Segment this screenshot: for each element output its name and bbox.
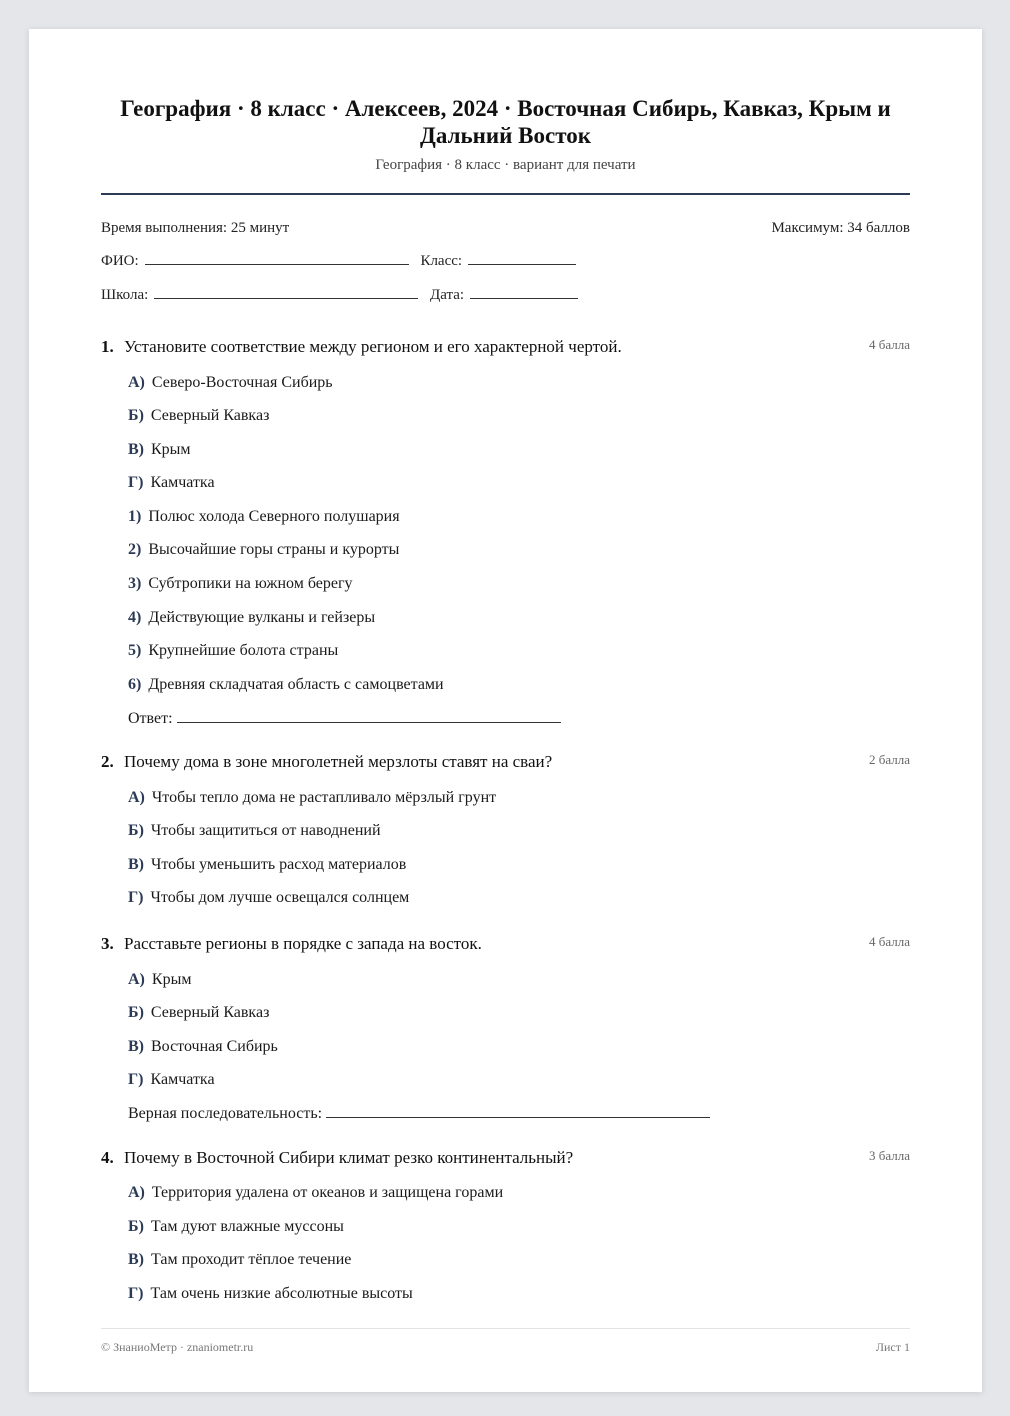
option-text: Северо-Восточная Сибирь [151, 374, 333, 391]
list-item [128, 474, 215, 492]
school-field[interactable] [154, 297, 418, 299]
option-key: В) [128, 856, 144, 873]
meta-row [101, 220, 910, 237]
page-title: География · 8 класс · Алексеев, 2024 · Восточная Сибирь, Кавказ, Крым и Дальний Восток [120, 96, 891, 148]
option-key: Б) [128, 822, 144, 839]
option-key: Б) [128, 1004, 144, 1021]
footer-divider [101, 1328, 910, 1329]
question-number: 3. [101, 934, 114, 953]
list-item [128, 1251, 351, 1269]
option-key: В) [128, 441, 144, 458]
option-text: Чтобы уменьшить расход материалов [151, 856, 407, 873]
question-3 [101, 934, 910, 954]
option-text: Там дуют влажные муссоны [150, 1218, 344, 1235]
question-1 [101, 337, 910, 357]
list-item [128, 856, 406, 874]
question-text: Расставьте регионы в порядке с запада на восток. [124, 934, 482, 953]
class-field[interactable] [468, 263, 576, 265]
page-footer [101, 1340, 910, 1355]
list-item [128, 508, 400, 526]
option-text: Действующие вулканы и гейзеры [148, 609, 376, 626]
option-text: Там проходит тёплое течение [151, 1251, 352, 1268]
question-number: 1. [101, 337, 114, 356]
option-key: 3) [128, 575, 142, 592]
option-key: А) [128, 971, 145, 988]
date-field[interactable] [470, 297, 578, 299]
option-text: Субтропики на южном берегу [148, 575, 353, 592]
option-key: Б) [128, 407, 144, 424]
option-text: Крупнейшие болота страны [148, 642, 339, 659]
question-number: 2. [101, 752, 114, 771]
option-key: А) [128, 374, 145, 391]
question-points: 2 балла [869, 752, 910, 767]
time-limit: Время выполнения: 25 минут [101, 220, 290, 236]
page-number: Лист 1 [875, 1340, 910, 1354]
question-points: 3 балла [869, 1148, 910, 1163]
fio-label: ФИО: [101, 253, 139, 269]
list-item [128, 642, 338, 660]
list-item [128, 575, 353, 593]
option-text: Высочайшие горы страны и курорты [148, 541, 400, 558]
answer-row [128, 710, 569, 728]
list-item [128, 1184, 503, 1202]
list-item [128, 407, 269, 425]
question-text: Почему дома в зоне многолетней мерзлоты ставят на сваи? [124, 752, 553, 771]
option-text: Крым [151, 971, 192, 988]
list-item [128, 541, 399, 559]
option-key: 4) [128, 609, 142, 626]
list-item [128, 889, 409, 907]
footer-copyright: © ЗнаниоМетр · znaniometr.ru [101, 1340, 254, 1354]
list-item [128, 822, 381, 840]
name-class-row [101, 253, 584, 270]
list-item [128, 1218, 344, 1236]
date-label: Дата: [430, 287, 465, 303]
list-item [128, 1285, 413, 1303]
option-text: Чтобы защититься от наводнений [150, 822, 381, 839]
option-text: Северный Кавказ [150, 407, 270, 424]
question-number: 4. [101, 1148, 114, 1167]
answer-label: Ответ: [128, 710, 173, 727]
option-text: Древняя складчатая область с самоцветами [148, 676, 444, 693]
option-key: В) [128, 1038, 144, 1055]
answer-label: Верная последовательность: [128, 1105, 323, 1122]
option-key: А) [128, 789, 145, 806]
school-date-row [101, 287, 586, 304]
option-text: Камчатка [150, 474, 215, 491]
question-points: 4 балла [869, 337, 910, 352]
class-label: Класс: [420, 253, 463, 269]
option-key: Г) [128, 889, 144, 906]
option-key: В) [128, 1251, 144, 1268]
option-key: Г) [128, 1285, 144, 1302]
list-item [128, 374, 333, 392]
option-key: 5) [128, 642, 142, 659]
option-text: Северный Кавказ [150, 1004, 270, 1021]
option-key: Б) [128, 1218, 144, 1235]
option-key: 6) [128, 676, 142, 693]
option-text: Камчатка [150, 1071, 215, 1088]
list-item [128, 609, 375, 627]
list-item [128, 789, 496, 807]
answer-row [128, 1105, 718, 1123]
option-text: Полюс холода Северного полушария [148, 508, 400, 525]
header-divider [101, 193, 910, 195]
list-item [128, 676, 444, 694]
list-item [128, 441, 191, 459]
option-text: Восточная Сибирь [151, 1038, 278, 1055]
question-4 [101, 1148, 910, 1168]
option-key: А) [128, 1184, 145, 1201]
page-subtitle: География · 8 класс · вариант для печати [375, 157, 636, 173]
list-item [128, 1071, 215, 1089]
option-key: 1) [128, 508, 142, 525]
option-key: Г) [128, 1071, 144, 1088]
school-label: Школа: [101, 287, 149, 303]
list-item [128, 1004, 269, 1022]
list-item [128, 971, 191, 989]
worksheet-page [29, 29, 982, 1392]
question-text: Почему в Восточной Сибири климат резко континентальный? [124, 1148, 574, 1167]
option-key: Г) [128, 474, 144, 491]
option-text: Территория удалена от океанов и защищена горами [151, 1184, 504, 1201]
fio-field[interactable] [145, 263, 409, 265]
answer-field[interactable] [177, 721, 561, 723]
option-text: Там очень низкие абсолютные высоты [150, 1285, 413, 1302]
option-text: Крым [151, 441, 191, 458]
question-2 [101, 752, 910, 772]
question-text: Установите соответствие между регионом и его характерной чертой. [124, 337, 622, 356]
sequence-field[interactable] [326, 1116, 710, 1118]
question-points: 4 балла [869, 934, 910, 949]
option-key: 2) [128, 541, 142, 558]
option-text: Чтобы тепло дома не растапливало мёрзлый грунт [151, 789, 497, 806]
option-text: Чтобы дом лучше освещался солнцем [150, 889, 410, 906]
max-score: Максимум: 34 баллов [771, 220, 910, 236]
list-item [128, 1038, 278, 1056]
